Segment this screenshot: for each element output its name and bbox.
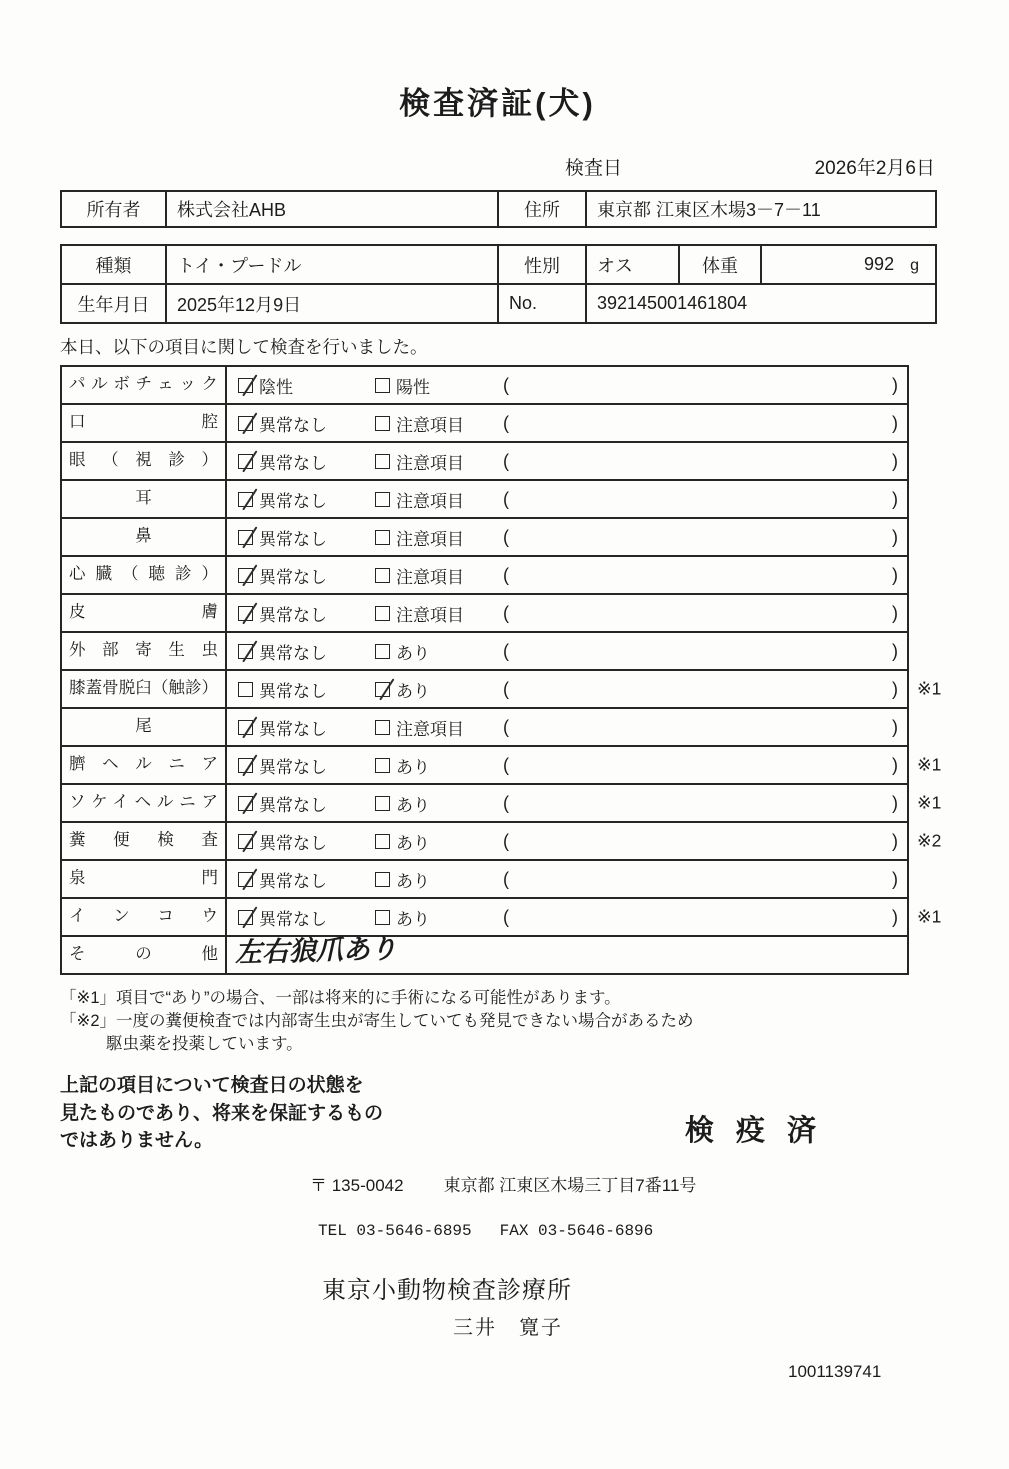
checkbox-option-1 [227,747,367,783]
paren-open: ( [503,602,509,623]
remarks-parentheses [499,557,907,593]
checkbox-option-2 [367,405,499,441]
serial-number: 1001139741 [788,1361,882,1381]
checkbox-icon [238,530,253,545]
veterinarian-name: 三井 寛子 [453,1316,563,1339]
address-label: 住所 [498,191,586,227]
paren-close: ) [892,716,898,737]
check-item-label: ソケイヘルニア [62,785,227,821]
checkbox-option-1-label: 異常なし [259,833,327,853]
type-value: トイ・プードル [166,245,498,284]
checkbox-option-2-label: あり [396,681,430,701]
checkbox-icon [238,796,253,811]
checkbox-option-1-label: 異常なし [259,643,327,663]
checkbox-option-1 [227,671,367,707]
checkbox-icon [238,644,253,659]
remarks-parentheses [499,747,907,783]
paren-open: ( [503,716,509,737]
checkbox-option-2 [367,785,499,821]
checkbox-option-1-label: 異常なし [259,795,327,815]
checkbox-option-1-label: 異常なし [259,757,327,777]
check-row [62,595,907,633]
check-item-label: イ ン コ ウ [62,899,227,935]
postal-code: 〒 135-0042 [310,1175,404,1195]
handwritten-note: 左右狼爪あり [234,933,398,968]
paren-close: ) [892,526,898,547]
weight-label: 体重 [679,245,761,284]
checkbox-icon [375,492,390,507]
checkbox-option-1 [227,709,367,745]
paren-close: ) [892,450,898,471]
disclaimer-line-2: 見たものであり、将来を保証するもの [60,1102,384,1124]
checkbox-icon [238,720,253,735]
checkbox-icon [375,454,390,469]
inspection-date-label: 検査日 [565,158,623,179]
check-item-label: 口 腔 [62,405,227,441]
checkbox-option-1-label: 異常なし [259,491,327,511]
checkbox-icon [375,530,390,545]
check-row [62,861,907,899]
footnotes [60,987,935,1056]
checkbox-icon [238,454,253,469]
checkbox-option-2-label: あり [396,909,430,929]
sex-value: オス [586,245,679,284]
check-item-label: 糞 便 検 査 [62,823,227,859]
checkbox-option-1 [227,481,367,517]
checkbox-option-2-label: 注意項目 [396,567,464,587]
checkbox-option-2-label: 注意項目 [396,529,464,549]
checkbox-option-1 [227,405,367,441]
checkbox-icon [375,682,390,697]
checkbox-option-2 [367,481,499,517]
check-item-label: 膝蓋骨脱臼（触診） [62,671,227,707]
paren-close: ) [892,412,898,433]
paren-open: ( [503,868,509,889]
type-label: 種類 [61,245,166,284]
checkbox-option-1 [227,595,367,631]
checkbox-option-2-label: あり [396,795,430,815]
check-row [62,557,907,595]
paren-open: ( [503,526,509,547]
paren-open: ( [503,640,509,661]
checkbox-option-2-label: あり [396,757,430,777]
birthdate-label: 生年月日 [61,284,166,323]
checkbox-icon [238,834,253,849]
no-value: 392145001461804 [586,284,936,323]
fax-number: FAX 03-5646-6896 [499,1221,654,1240]
checkbox-icon [238,758,253,773]
checkbox-icon [238,606,253,621]
footnote-mark: ※1 [917,906,942,927]
remarks-parentheses [499,785,907,821]
page-title: 検査済証(犬) [399,86,596,121]
checkbox-option-1 [227,557,367,593]
checkbox-icon [238,378,253,393]
checkbox-icon [238,568,253,583]
checkbox-icon [375,720,390,735]
check-row [62,785,942,823]
footnote-2: 「※2」一度の糞便検査では内部寄生虫が寄生していても発見できない場合があるため [60,1012,694,1030]
checkbox-option-1 [227,519,367,555]
check-row [62,443,907,481]
check-row [62,823,942,861]
disclaimer-line-3: ではありません。 [60,1130,214,1151]
paren-open: ( [503,792,509,813]
sex-label: 性別 [498,245,586,284]
checkbox-option-2 [367,709,499,745]
weight-number: 992 [864,254,895,274]
checkbox-icon [238,492,253,507]
checkbox-option-2 [367,671,499,707]
checkbox-option-1 [227,899,367,935]
owner-row [61,191,936,227]
checkbox-option-1-label: 異常なし [259,871,327,891]
checkbox-option-1-label: 異常なし [259,529,327,549]
clinic-name: 東京小動物検査診療所 [322,1276,572,1304]
checkbox-option-2 [367,823,499,859]
weight-value [761,245,936,284]
address-value: 東京都 江東区木場3－7－11 [586,191,936,227]
disclaimer-line-1: 上記の項目について検査日の状態を [60,1075,364,1096]
paren-open: ( [503,488,509,509]
checkbox-option-1 [227,367,367,403]
remarks-parentheses [499,405,907,441]
paren-close: ) [892,640,898,661]
paren-close: ) [892,678,898,699]
paren-close: ) [892,906,898,927]
pet-table [60,244,937,324]
tel-number: TEL 03-5646-6895 [318,1221,472,1240]
checkbox-option-2-label: 注意項目 [396,719,464,739]
remarks-parentheses [499,823,907,859]
birthdate-value: 2025年12月9日 [166,284,498,323]
check-item-label: 心 臓 （ 聴 診 ） [62,557,227,593]
check-row [62,367,907,405]
owner-label: 所有者 [61,191,166,227]
check-item-label: そ の 他 [62,937,227,973]
check-row [62,709,907,747]
check-row [62,747,942,785]
checkbox-icon [375,378,390,393]
paren-open: ( [503,412,509,433]
checkbox-option-1-label: 異常なし [259,567,327,587]
checkbox-option-1-label: 異常なし [259,719,327,739]
paren-close: ) [892,602,898,623]
checkbox-option-2-label: あり [396,643,430,663]
checkbox-icon [375,606,390,621]
remarks-parentheses [499,671,907,707]
clinic-address-line [310,1171,935,1196]
check-item-label: 眼 （ 視 診 ） [62,443,227,479]
checkbox-option-2-label: 注意項目 [396,453,464,473]
checkbox-icon [375,910,390,925]
checkbox-option-1 [227,443,367,479]
weight-unit: g [910,257,919,274]
remarks-parentheses [499,633,907,669]
check-row [62,519,907,557]
checkbox-option-2 [367,747,499,783]
pet-row-1 [61,245,936,284]
check-item-label: 臍 ヘ ル ニ ア [62,747,227,783]
paren-close: ) [892,488,898,509]
checkbox-option-1-label: 異常なし [259,681,327,701]
remarks-parentheses [499,709,907,745]
check-item-label: 外 部 寄 生 虫 [62,633,227,669]
paren-open: ( [503,678,509,699]
checkbox-icon [238,910,253,925]
checkbox-option-1 [227,823,367,859]
inspection-date-value: 2026年2月6日 [814,158,935,179]
check-row [62,671,942,709]
checkbox-option-2-label: 注意項目 [396,491,464,511]
intro-text: 本日、以下の項目に関して検査を行いました。 [60,337,428,357]
check-item-label: パルボチェック [62,367,227,403]
paren-open: ( [503,450,509,471]
footnote-1: 「※1」項目で“あり”の場合、一部は将来的に手術になる可能性があります。 [60,989,621,1007]
paren-open: ( [503,374,509,395]
checkbox-option-2 [367,595,499,631]
check-item-label: 皮 膚 [62,595,227,631]
paren-open: ( [503,754,509,775]
paren-close: ) [892,564,898,585]
remarks-parentheses [499,481,907,517]
inspection-date-row [60,153,935,180]
checkbox-option-2 [367,633,499,669]
checkbox-option-1-label: 異常なし [259,415,327,435]
footnote-3: 駆虫薬を投薬しています。 [106,1035,303,1053]
check-item-label: 尾 [62,709,227,745]
checkbox-icon [238,872,253,887]
clinic-phone-line [318,1222,935,1240]
remarks-parentheses [499,367,907,403]
remarks-parentheses [499,519,907,555]
clinic-address: 東京都 江東区木場三丁目7番11号 [443,1175,697,1195]
checkbox-option-1-label: 陰性 [259,377,293,397]
checkbox-option-1 [227,633,367,669]
disclaimer-section [60,1072,935,1155]
footnote-mark: ※1 [917,754,942,775]
checkbox-icon [375,758,390,773]
checkbox-icon [238,682,253,697]
checkbox-option-2 [367,557,499,593]
owner-table [60,190,937,228]
remarks-parentheses [499,861,907,897]
checkbox-option-2 [367,861,499,897]
check-item-label: 耳 [62,481,227,517]
paren-close: ) [892,830,898,851]
checkbox-option-2-label: あり [396,871,430,891]
checkbox-icon [375,416,390,431]
check-item-label: 鼻 [62,519,227,555]
remarks-parentheses [499,595,907,631]
check-row [62,405,907,443]
paren-close: ) [892,754,898,775]
checkbox-option-2-label: 注意項目 [396,605,464,625]
checkbox-icon [375,796,390,811]
check-table [60,365,942,975]
checkbox-icon [375,834,390,849]
footnote-mark: ※1 [917,792,942,813]
pet-row-2 [61,284,936,323]
checkbox-option-2-label: 陽性 [396,377,430,397]
checkbox-icon [238,416,253,431]
checkbox-option-2 [367,443,499,479]
checkbox-option-1 [227,785,367,821]
paren-close: ) [892,868,898,889]
checkbox-option-1-label: 異常なし [259,453,327,473]
checkbox-icon [375,644,390,659]
checkbox-option-1 [227,861,367,897]
checkbox-option-1-label: 異常なし [259,605,327,625]
paren-open: ( [503,830,509,851]
no-label: No. [498,284,586,323]
check-row [62,633,907,671]
checkbox-option-2 [367,519,499,555]
remarks-parentheses [499,443,907,479]
check-item-label: 泉 門 [62,861,227,897]
checkbox-icon [375,872,390,887]
footnote-mark: ※2 [917,830,942,851]
checkbox-option-2-label: 注意項目 [396,415,464,435]
paren-open: ( [503,906,509,927]
paren-close: ) [892,792,898,813]
checkbox-icon [375,568,390,583]
check-row [62,481,907,519]
owner-value: 株式会社AHB [166,191,498,227]
checkbox-option-2 [367,367,499,403]
paren-close: ) [892,374,898,395]
footnote-mark: ※1 [917,678,942,699]
checkbox-option-2-label: あり [396,833,430,853]
checkbox-option-1-label: 異常なし [259,909,327,929]
paren-open: ( [503,564,509,585]
check-row [62,933,907,973]
quarantine-passed-stamp: 検 疫 済 [684,1115,823,1147]
